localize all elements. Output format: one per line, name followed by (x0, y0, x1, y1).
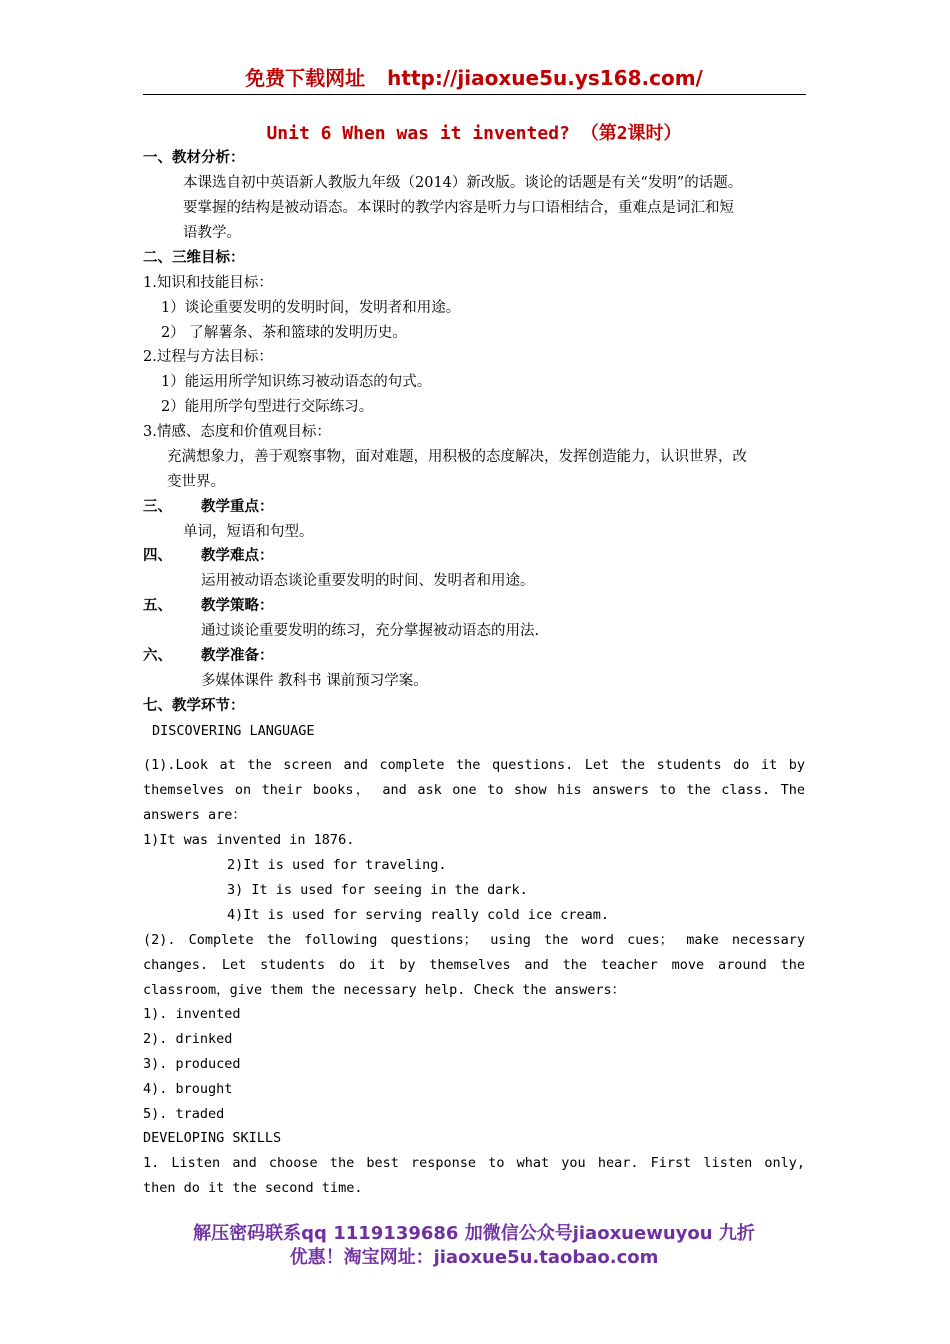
section-1-line-3: 语教学。 (183, 225, 241, 241)
section-7-heading: 七、教学环节： (143, 698, 245, 714)
section-3-title: 教学重点： (201, 499, 274, 515)
part-3-line-1: 1. Listen and choose the best response to what you hear. First listen only, (143, 1155, 805, 1171)
word-answer-5: 5). traded (143, 1106, 225, 1122)
part-2-line-1: (2). Complete the following questions； using the word cues； make necessary (143, 932, 805, 948)
section-3-heading (143, 498, 274, 516)
section-5-text: 通过谈论重要发明的练习，充分掌握被动语态的用法. (201, 623, 540, 639)
footer-line-1: 解压密码联系qq 1119139686 加微信公众号jiaoxuewuyou 九折 (193, 1223, 755, 1244)
section-6-text: 多媒体课件 教科书 课前预习学案。 (201, 673, 428, 689)
answer-2: 2)It is used for traveling. (227, 857, 447, 873)
section-3-number: 三、 (143, 499, 172, 515)
section-6-number: 六、 (143, 648, 172, 664)
word-answer-4: 4). brought (143, 1081, 233, 1097)
section-3-text: 单词，短语和句型。 (183, 524, 314, 540)
goal-3-title: 3.情感、态度和价值观目标： (143, 424, 331, 440)
part-3-line-2: then do it the second time. (143, 1180, 363, 1196)
answer-1: 1)It was invented in 1876. (143, 832, 355, 848)
section-5-heading (143, 597, 274, 615)
goal-1-item-2: 2） 了解薯条、茶和篮球的发明历史。 (161, 325, 407, 341)
part-1-line-1: (1).Look at the screen and complete the questions. Let the students do it by (143, 757, 805, 773)
section-4-heading (143, 547, 274, 565)
footer-line-2[interactable]: 优惠！淘宝网址：jiaoxue5u.taobao.com (289, 1247, 659, 1268)
goal-1-item-1: 1）谈论重要发明的发明时间，发明者和用途。 (161, 300, 461, 316)
section-1-heading: 一、教材分析： (143, 150, 245, 166)
goal-2-item-1: 1）能运用所学知识练习被动语态的句式。 (161, 374, 432, 390)
discovering-language-label: DISCOVERING LANGUAGE (152, 723, 315, 739)
goal-3-line-2: 变世界。 (167, 474, 225, 490)
section-1-line-2: 要掌握的结构是被动语态。本课时的教学内容是听力与口语相结合，重难点是词汇和短 (183, 200, 734, 216)
header-label: 免费下载网址 (245, 66, 366, 90)
word-answer-2: 2). drinked (143, 1031, 233, 1047)
document-title: Unit 6 When was it invented? （第2课时） (266, 123, 682, 144)
word-answer-3: 3). produced (143, 1056, 241, 1072)
answer-4: 4)It is used for serving really cold ice cream. (227, 907, 610, 923)
answer-3: 3) It is used for seeing in the dark. (227, 882, 528, 898)
part-2-line-2: changes. Let students do it by themselves and the teacher move around the (143, 957, 805, 973)
part-2-line-3: classroom，give them the necessary help. Check the answers： (143, 982, 626, 998)
developing-skills-label: DEVELOPING SKILLS (143, 1130, 282, 1146)
section-6-title: 教学准备： (201, 648, 274, 664)
header-url[interactable]: http://jiaoxue5u.ys168.com/ (387, 66, 703, 90)
section-2-heading: 二、三维目标： (143, 250, 245, 266)
section-5-number: 五、 (143, 598, 172, 614)
section-1-line-1: 本课选自初中英语新人教版九年级（2014）新改版。谈论的话题是有关“发明”的话题。 (183, 175, 743, 191)
goal-3-line-1: 充满想象力，善于观察事物，面对难题，用积极的态度解决，发挥创造能力，认识世界，改 (167, 449, 747, 465)
section-4-title: 教学难点： (201, 548, 274, 564)
section-5-title: 教学策略： (201, 598, 274, 614)
page-header (143, 62, 805, 91)
section-4-text: 运用被动语态谈论重要发明的时间、发明者和用途。 (201, 573, 535, 589)
goal-2-item-2: 2）能用所学句型进行交际练习。 (161, 399, 374, 415)
section-4-number: 四、 (143, 548, 172, 564)
word-answer-1: 1). invented (143, 1006, 241, 1022)
part-1-line-3: answers are： (143, 807, 246, 823)
section-6-heading (143, 647, 274, 665)
part-1-line-2: themselves on their books， and ask one to show his answers to the class. The (143, 782, 805, 798)
goal-2-title: 2.过程与方法目标： (143, 349, 273, 365)
header-rule (143, 94, 806, 95)
goal-1-title: 1.知识和技能目标： (143, 275, 273, 291)
